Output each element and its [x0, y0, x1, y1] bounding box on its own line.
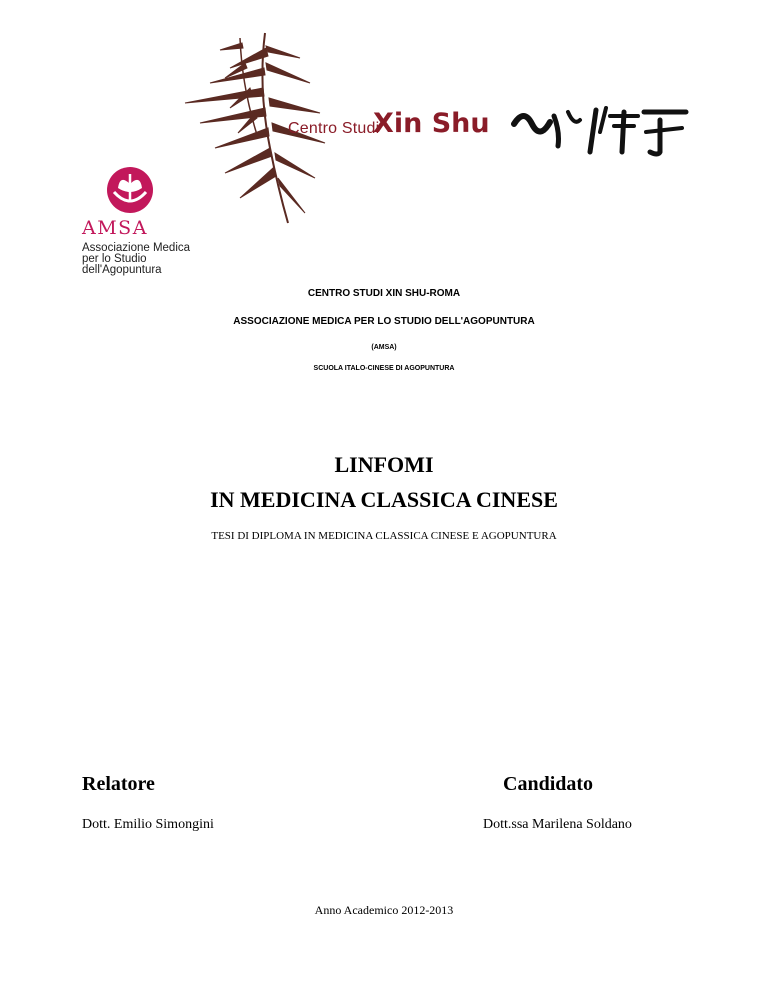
thesis-title-line-2: IN MEDICINA CLASSICA CINESE [210, 487, 558, 512]
amsa-lotus-icon [100, 166, 160, 216]
centro-studi-label: Centro Studi [288, 120, 380, 137]
relatore-label: Relatore [82, 773, 155, 795]
calligraphy-logo [510, 102, 690, 158]
xin-shu-brand: Xin Shu [373, 108, 490, 139]
amsa-subtitle-line: Associazione Medica [82, 242, 191, 254]
amsa-subtitle-line: per lo Studio [82, 253, 147, 265]
thesis-title-line-1: LINFOMI [334, 452, 434, 477]
institution-line-4: SCUOLA ITALO-CINESE DI AGOPUNTURA [313, 365, 455, 372]
amsa-name: AMSA [82, 217, 148, 239]
amsa-subtitle-line: dell'Agopuntura [82, 264, 162, 276]
academic-year: Anno Academico 2012-2013 [314, 903, 454, 917]
amsa-subtitle [82, 243, 192, 276]
relatore-name: Dott. Emilio Simongini [82, 817, 214, 832]
institution-line-3: (AMSA) [371, 344, 397, 351]
institution-line-2: ASSOCIAZIONE MEDICA PER LO STUDIO DELL'AGOPUNTURA [233, 316, 535, 327]
thesis-subtitle: TESI DI DIPLOMA IN MEDICINA CLASSICA CINESE E AGOPUNTURA [211, 530, 557, 542]
candidato-name: Dott.ssa Marilena Soldano [483, 817, 632, 832]
institution-line-1: CENTRO STUDI XIN SHU-ROMA [307, 288, 461, 299]
candidato-label: Candidato [503, 773, 594, 795]
